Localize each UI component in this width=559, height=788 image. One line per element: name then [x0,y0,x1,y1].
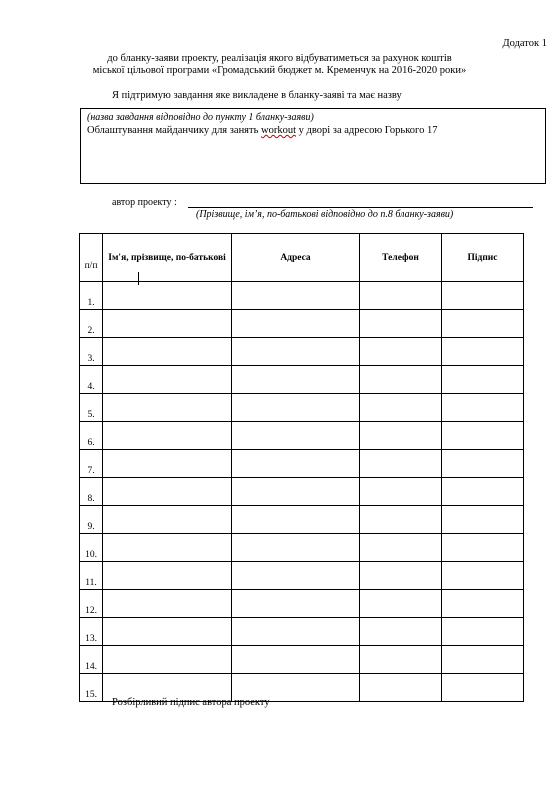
cell-signature[interactable] [442,590,524,618]
table-row [80,534,524,562]
row-number: 14. [80,646,103,674]
task-text[interactable] [87,125,437,136]
cell-address[interactable] [232,422,360,450]
row-number: 8. [80,478,103,506]
table-row [80,506,524,534]
cell-phone[interactable] [360,366,442,394]
table-row [80,282,524,310]
cell-address[interactable] [232,506,360,534]
cell-address[interactable] [232,646,360,674]
cell-signature[interactable] [442,646,524,674]
cell-name[interactable] [103,366,232,394]
cell-name[interactable] [103,282,232,310]
cell-phone[interactable] [360,646,442,674]
row-number: 10. [80,534,103,562]
row-number: 6. [80,422,103,450]
col-header-name: Ім'я, прізвище, по-батькові [103,234,232,282]
task-name-box[interactable] [80,108,546,184]
task-text-after: у дворі за адресою Горького 17 [296,125,438,136]
cell-phone[interactable] [360,534,442,562]
cell-phone[interactable] [360,590,442,618]
cell-phone[interactable] [360,310,442,338]
cell-phone[interactable] [360,422,442,450]
cell-name[interactable] [103,478,232,506]
row-number: 15. [80,674,103,702]
cell-signature[interactable] [442,534,524,562]
table-row [80,646,524,674]
appendix-label: Додаток 1 [502,38,547,49]
cell-name[interactable] [103,534,232,562]
row-number: 11. [80,562,103,590]
table-header-row [80,234,524,282]
cell-address[interactable] [232,478,360,506]
spellcheck-flagged-word[interactable]: workout [261,125,297,136]
cell-signature[interactable] [442,506,524,534]
cell-signature[interactable] [442,618,524,646]
author-signature-label: Розбірливий підпис автора проекту [112,697,270,708]
cell-address[interactable] [232,590,360,618]
task-hint: (назва завдання відповідно до пункту 1 бланку-заяви) [87,112,314,123]
table-row [80,562,524,590]
task-text-before: Облаштування майданчику для занять [87,125,262,136]
header-line-1: до бланку-заяви проекту, реалізація якого відбуватиметься за рахунок коштів [107,53,452,64]
table-body [80,282,524,702]
row-number: 2. [80,310,103,338]
cell-signature[interactable] [442,422,524,450]
cell-name[interactable] [103,310,232,338]
cell-signature[interactable] [442,282,524,310]
author-hint: (Прізвище, ім’я, по-батькові відповідно до п.8 бланку-заяви) [196,209,454,220]
row-number: 12. [80,590,103,618]
cell-name[interactable] [103,422,232,450]
table-row [80,478,524,506]
cell-address[interactable] [232,450,360,478]
table-row [80,618,524,646]
table-row [80,366,524,394]
row-number: 13. [80,618,103,646]
cell-signature[interactable] [442,478,524,506]
cell-signature[interactable] [442,366,524,394]
cell-name[interactable] [103,506,232,534]
row-number: 7. [80,450,103,478]
table-row [80,338,524,366]
cell-address[interactable] [232,534,360,562]
cell-address[interactable] [232,366,360,394]
cell-signature[interactable] [442,450,524,478]
cell-address[interactable] [232,618,360,646]
table-row [80,450,524,478]
cell-name[interactable] [103,590,232,618]
col-header-phone: Телефон [360,234,442,282]
col-header-signature: Підпис [442,234,524,282]
cell-phone[interactable] [360,506,442,534]
col-header-address: Адреса [232,234,360,282]
cell-name[interactable] [103,394,232,422]
row-number: 3. [80,338,103,366]
cell-address[interactable] [232,310,360,338]
cell-address[interactable] [232,338,360,366]
cell-signature[interactable] [442,394,524,422]
header-line-2: міської цільової програми «Громадський бюджет м. Кременчук на 2016-2020 роки» [92,65,467,76]
signature-table [79,233,524,702]
cell-phone[interactable] [360,338,442,366]
cell-phone[interactable] [360,394,442,422]
cell-name[interactable] [103,646,232,674]
table-row [80,422,524,450]
cell-phone[interactable] [360,450,442,478]
row-number: 9. [80,506,103,534]
row-number: 4. [80,366,103,394]
support-statement: Я підтримую завдання яке викладене в бланку-заяві та має назву [112,90,402,101]
cell-phone[interactable] [360,282,442,310]
cell-phone[interactable] [360,562,442,590]
author-input-line[interactable] [188,207,533,208]
cell-name[interactable] [103,338,232,366]
cell-address[interactable] [232,562,360,590]
col-header-number: п/п [80,234,103,282]
cell-name[interactable] [103,618,232,646]
cell-signature[interactable] [442,310,524,338]
cell-signature[interactable] [442,338,524,366]
cell-name[interactable] [103,450,232,478]
author-label: автор проекту : [112,197,177,208]
table-row [80,590,524,618]
table-row [80,310,524,338]
cell-phone[interactable] [360,674,442,702]
cell-signature[interactable] [442,674,524,702]
cell-phone[interactable] [360,478,442,506]
cell-address[interactable] [232,394,360,422]
cell-address[interactable] [232,282,360,310]
table-row [80,394,524,422]
row-number: 5. [80,394,103,422]
cell-signature[interactable] [442,562,524,590]
text-cursor [138,272,139,285]
cell-phone[interactable] [360,618,442,646]
cell-name[interactable] [103,562,232,590]
row-number: 1. [80,282,103,310]
